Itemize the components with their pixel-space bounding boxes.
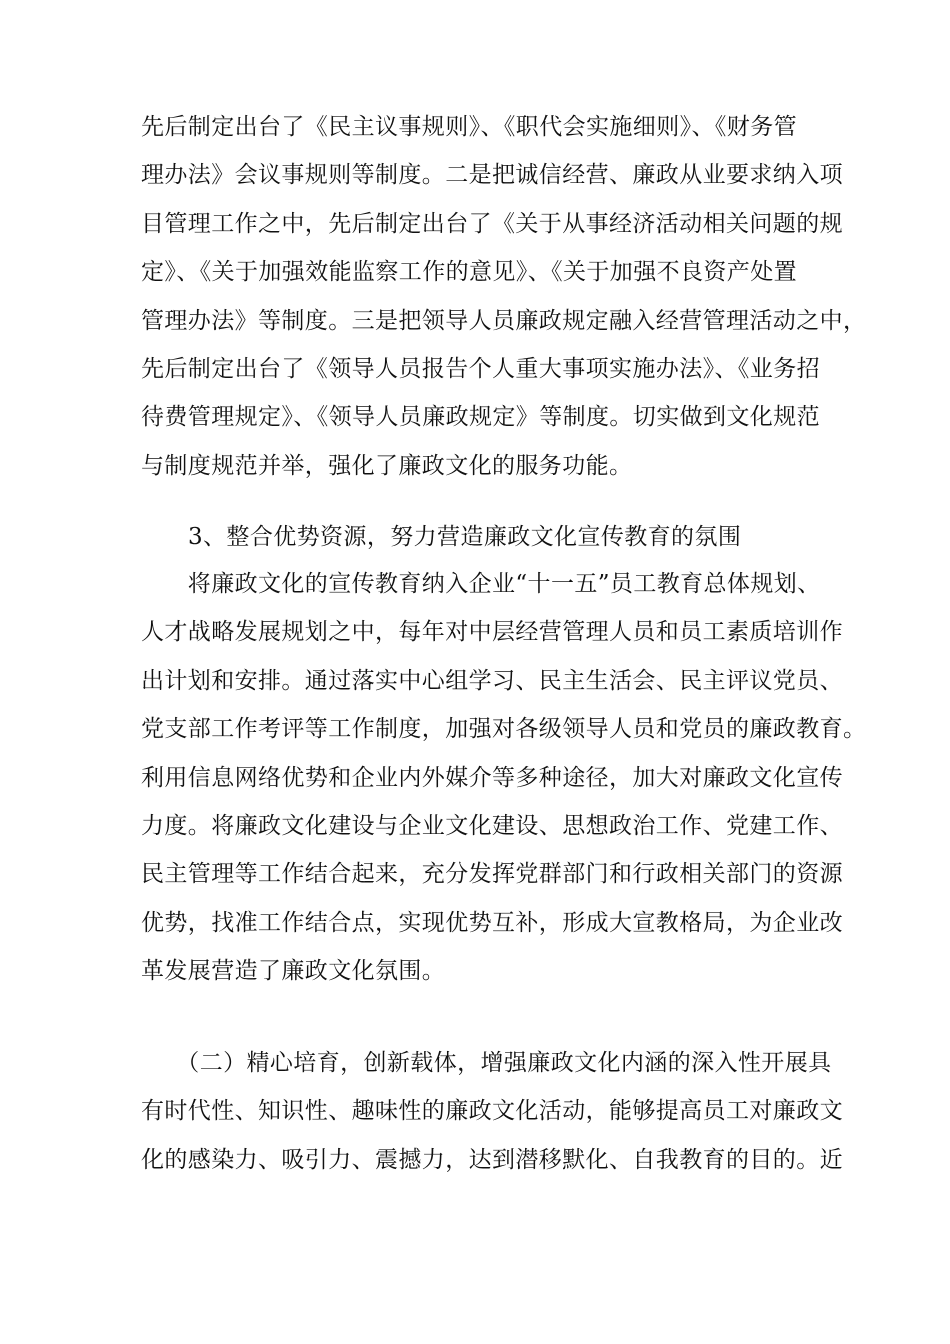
text-line: 优势，找准工作结合点，实现优势互补，形成大宣教格局，为企业改 — [141, 909, 843, 936]
text-line: 力度。将廉政文化建设与企业文化建设、思想政治工作、党建工作、 — [141, 812, 843, 839]
text-line: 利用信息网络优势和企业内外媒介等多种途径，加大对廉政文化宣传 — [141, 764, 843, 791]
text-line: 革发展营造了廉政文化氛围。 — [141, 958, 446, 985]
text-line: 党支部工作考评等工作制度，加强对各级领导人员和党员的廉政教育。 — [141, 716, 867, 743]
text-line: 理办法》会议事规则等制度。二是把诚信经营、廉政从业要求纳入项 — [141, 162, 843, 189]
text-line: 有时代性、知识性、趣味性的廉政文化活动，能够提高员工对廉政文 — [141, 1098, 843, 1125]
text-line: 出计划和安排。通过落实中心组学习、民主生活会、民主评议党员、 — [141, 667, 843, 694]
text-line: （二）精心培育，创新载体，增强廉政文化内涵的深入性开展具 — [141, 1050, 832, 1076]
text-line: 人才战略发展规划之中，每年对中层经营管理人员和员工素质培训作 — [141, 619, 843, 646]
paragraph-cultivation — [141, 1039, 843, 1184]
text-line: 目管理工作之中，先后制定出台了《关于从事经济活动相关问题的规 — [141, 210, 843, 237]
text-line: 将廉政文化的宣传教育纳入企业“十一五”员工教育总体规划、 — [141, 571, 821, 597]
paragraph-regulations — [141, 103, 867, 490]
text-line: 先后制定出台了《领导人员报告个人重大事项实施办法》、《业务招 — [141, 355, 820, 382]
text-line: 化的感染力、吸引力、震撼力，达到潜移默化、自我教育的目的。近 — [141, 1146, 843, 1173]
text-line: 管理办法》等制度。三是把领导人员廉政规定融入经营管理活动之中， — [141, 307, 867, 334]
paragraph-education — [141, 560, 867, 996]
section-heading: 3、整合优势资源，努力营造廉政文化宣传教育的氛围 — [188, 524, 742, 550]
text-line: 定》、《关于加强效能监察工作的意见》、《关于加强不良资产处置 — [141, 259, 797, 286]
text-line: 与制度规范并举，强化了廉政文化的服务功能。 — [141, 452, 633, 479]
text-line: 待费管理规定》、《领导人员廉政规定》等制度。切实做到文化规范 — [141, 404, 820, 431]
text-line: 民主管理等工作结合起来，充分发挥党群部门和行政相关部门的资源 — [141, 861, 843, 888]
text-line: 先后制定出台了《民主议事规则》、《职代会实施细则》、《财务管 — [141, 114, 797, 140]
